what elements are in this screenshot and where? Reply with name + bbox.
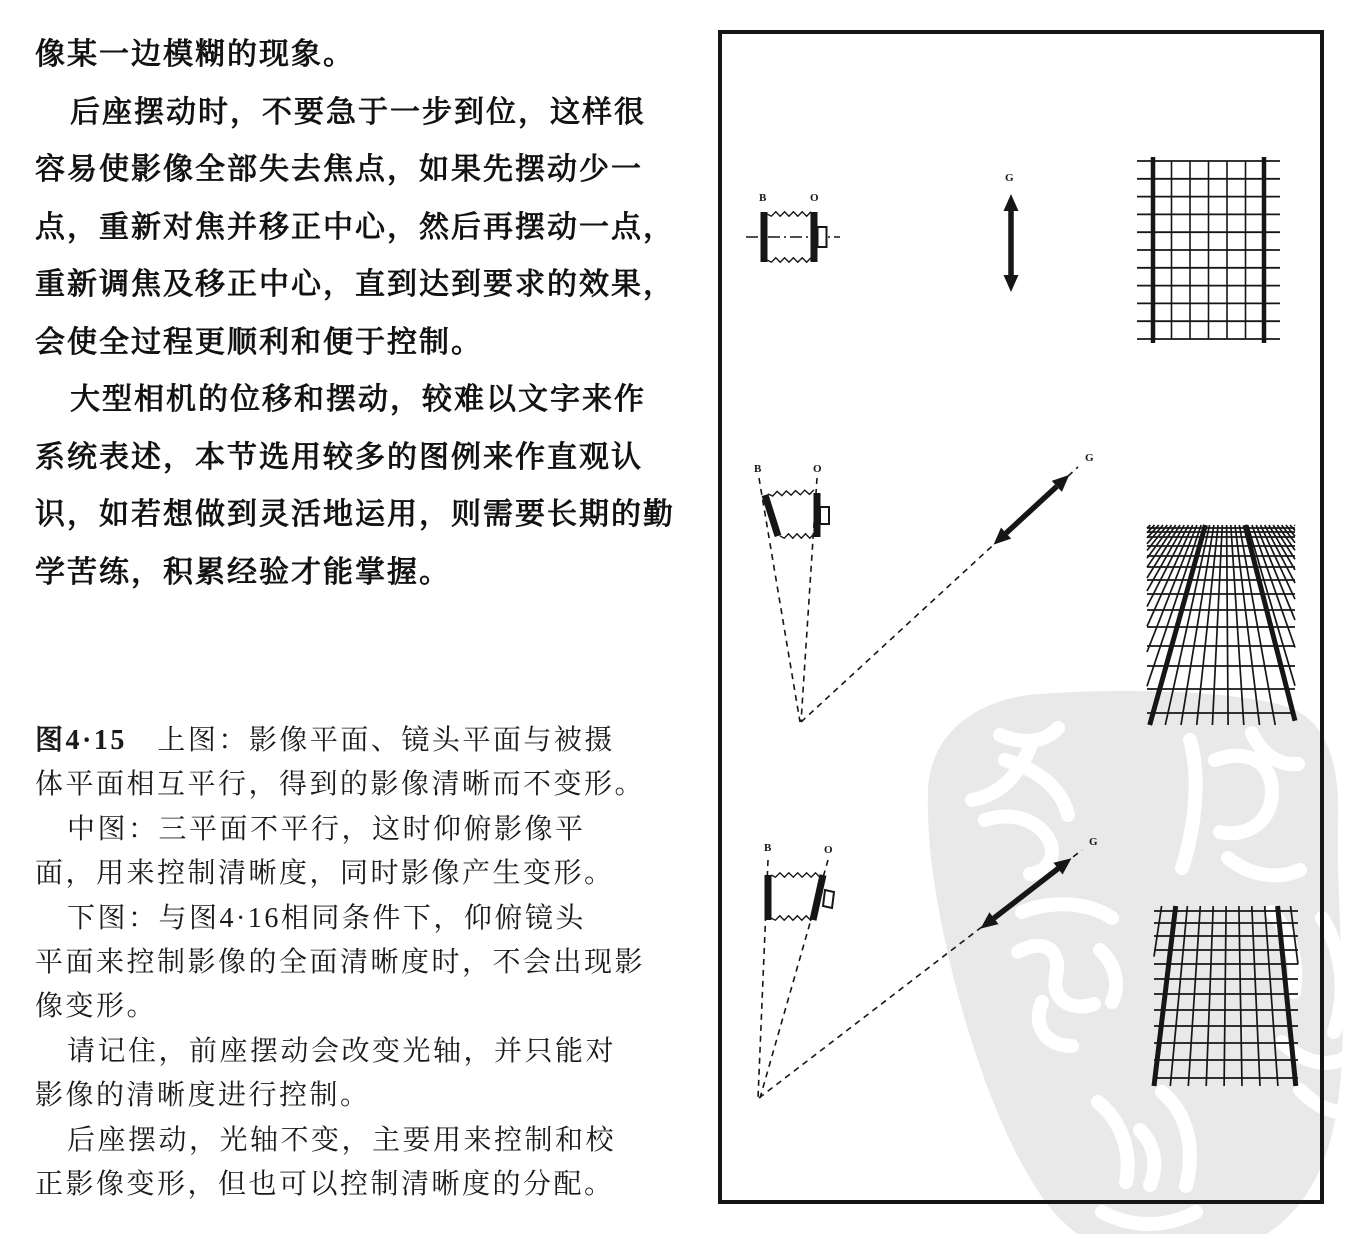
lens-plane-label: O bbox=[813, 463, 822, 475]
text-line: 正影像变形，但也可以控制清晰度的分配。 bbox=[35, 1169, 615, 1201]
grid-perspective-bottom bbox=[1154, 906, 1298, 1086]
text-line: 后座摆动，光轴不变，主要用来控制和校 bbox=[67, 1124, 617, 1156]
text-line: 大型相机的位移和摆动，较难以文字来作 bbox=[70, 383, 646, 416]
grid-perspective-middle bbox=[1147, 525, 1295, 725]
subject-plane-label: G bbox=[1089, 836, 1098, 848]
lens-plane-label: O bbox=[824, 844, 833, 856]
back-plane-label: B bbox=[759, 192, 767, 204]
lens-icon bbox=[823, 890, 834, 908]
text-line: 后座摆动时，不要急于一步到位，这样很 bbox=[70, 95, 646, 129]
text-line: 下图：与图4·16相同条件下，仰俯镜头 bbox=[67, 902, 586, 934]
text-line: 学苦练，积累经验才能掌握。 bbox=[35, 555, 451, 589]
subject-arrow-middle bbox=[801, 452, 1094, 722]
text-line: 会使全过程更顺利和便于控制。 bbox=[35, 325, 483, 359]
text-line: 平面来控制影像的全面清晰度时，不会出现影 bbox=[35, 947, 646, 979]
caption-figure-number: 图4·15 bbox=[35, 725, 127, 756]
text-line: 点，重新对焦并移正中心，然后再摆动一点， bbox=[35, 210, 675, 244]
figure-4-15 bbox=[718, 30, 1325, 1205]
subject-plane-label: G bbox=[1005, 172, 1014, 184]
figure-caption bbox=[35, 719, 653, 1207]
lens-icon bbox=[820, 507, 829, 524]
text-line: 容易使影像全部失去焦点，如果先摆动少一 bbox=[35, 153, 643, 186]
text-line: 面，用来控制清晰度，同时影像产生变形。 bbox=[35, 858, 615, 890]
text-line: 像变形。 bbox=[35, 991, 158, 1023]
camera-bottom-lens-tilt bbox=[758, 842, 834, 1098]
subject-plane-label: G bbox=[1085, 452, 1094, 464]
text-line: 像某一边模糊的现象。 bbox=[35, 38, 355, 71]
back-plane-label: B bbox=[764, 842, 772, 854]
back-plane-label: B bbox=[754, 463, 762, 475]
text-line: 请记住，前座摆动会改变光轴，并只能对 bbox=[67, 1035, 617, 1067]
subject-arrow-top bbox=[1004, 172, 1019, 292]
lens-plane-label: O bbox=[810, 192, 819, 204]
text-line: 识，如若想做到灵活地运用，则需要长期的勤 bbox=[35, 498, 675, 531]
camera-middle-back-tilt bbox=[754, 463, 829, 722]
text-line: 中图：三平面不平行，这时仰俯影像平 bbox=[67, 813, 586, 845]
lens-icon bbox=[818, 227, 827, 247]
body-paragraphs bbox=[35, 26, 675, 601]
text-line: 系统表述，本节选用较多的图例来作直观认 bbox=[35, 440, 643, 474]
text-line: 图4·15 上图：影像平面、镜头平面与被摄 bbox=[35, 725, 615, 756]
grid-parallel bbox=[1137, 157, 1280, 343]
text-line: 体平面相互平行，得到的影像清晰而不变形。 bbox=[35, 769, 646, 801]
text-line: 影像的清晰度进行控制。 bbox=[35, 1080, 371, 1112]
text-line: 重新调焦及移正中心，直到达到要求的效果， bbox=[35, 268, 675, 301]
camera-top-parallel bbox=[746, 192, 840, 262]
